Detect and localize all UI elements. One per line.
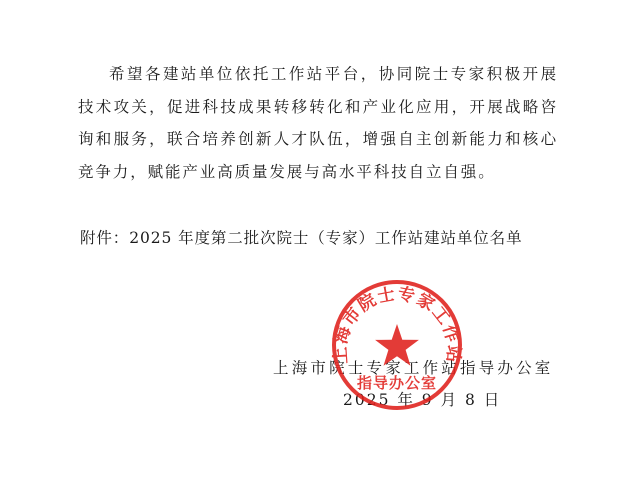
official-seal [330, 278, 464, 412]
attachment-line: 附件：2025 年度第二批次院士（专家）工作站建站单位名单 [80, 229, 523, 247]
issue-date: 2025 年 9 月 8 日 [343, 391, 502, 409]
star-icon [375, 324, 419, 366]
svg-text:上海市院士专家工作站: 上海市院士专家工作站 [330, 284, 464, 365]
svg-text:指导办公室: 指导办公室 [356, 374, 438, 392]
body-paragraph: 希望各建站单位依托工作站平台，协同院士专家积极开展技术攻关，促进科技成果转移转化和产业化应用，开展战略咨询和服务，联合培养创新人才队伍，增强自主创新能力和核心竞争力，赋能产业高质量发展与高水平科技自立自强。 [78, 65, 558, 181]
issuer-signature: 上海市院士专家工作站指导办公室 [273, 359, 554, 377]
